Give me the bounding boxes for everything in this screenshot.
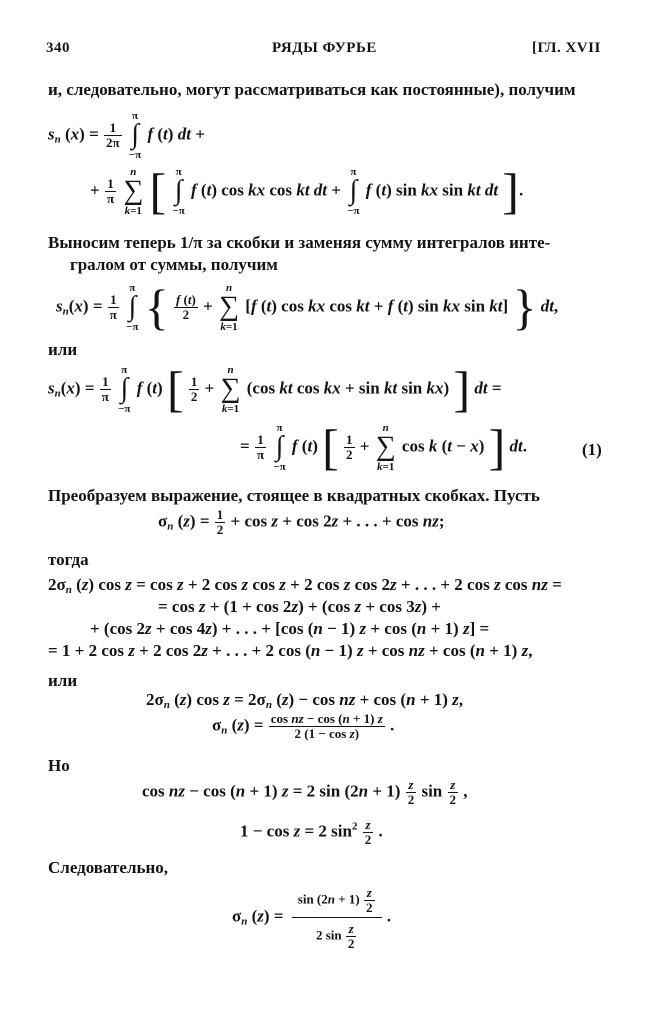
text-line-2: Выносим теперь 1/π за скобки и заменяя сумму интегралов инте- xyxy=(48,233,551,252)
equation-one-minus-cos: 1 − cos z = 2 $\sin^2$ $\frac{z}{2}$ . xyxy=(240,817,383,847)
equation-cos-diff: cos nz − cos (n + 1) z = 2 sin (2n + 1) $\frac{z}{2}$ sin $\frac{z}{2}$ , xyxy=(142,777,468,807)
equation-sn-cos-line2: = $\frac{1}{\pi}$ π ∫ −π f (t) [ $\frac{1}{2}$ + n ∑ k=1 cos k (t − x) ] dt. xyxy=(240,419,527,476)
text-ili-1: или xyxy=(48,340,78,359)
equation-chain-line1: $2\sigma_n$ (z) cos z = cos z + 2 cos z cos z + 2 cos z cos 2z + . . . + 2 cos z cos nz = xyxy=(48,575,562,596)
text-line-3: гралом от суммы, получим xyxy=(70,255,278,274)
equation-sigma-frac: $\sigma_n$ (z) = $\frac{\text{cos nz − cos (n + 1) z}}{\text{2 (1 − cos z)}}$ . xyxy=(212,711,395,741)
equation-sn-integral-sum: $s_n(x)$ = $\frac{1}{\pi}$ π ∫ −π { $\frac{f (t)}{2}$ + n ∑ k=1 [f (t) cos kx cos kt + f (t) sin kx sin kt] } dt, xyxy=(56,279,559,336)
text-sledovatelno: Следовательно, xyxy=(48,858,169,877)
equation-sn-part1: $s_n$ (x) = $\frac{1}{2\pi}$ π ∫ −π f (t) dt + xyxy=(48,110,205,161)
page-number: 340 xyxy=(46,40,70,56)
equation-chain-line3: + (cos 2z + cos 4z) + . . . + [cos (n − 1) z + cos (n + 1) z] = xyxy=(90,619,490,638)
equation-chain-line4: = 1 + 2 cos z + 2 cos 2z + . . . + 2 cos (n − 1) z + cos nz + cos (n + 1) z, xyxy=(48,641,533,660)
text-ili-2: или xyxy=(48,671,78,690)
running-title: РЯДЫ ФУРЬЕ xyxy=(272,40,377,56)
equation-number-1: (1) xyxy=(582,440,602,459)
text-line-1: и, следовательно, могут рассматриваться как постоянные), получим xyxy=(48,80,576,99)
equation-sigma-final: $\sigma_n$ (z) = sin (2n + 1) $\frac{z}{2}$ 2 sin $\frac{z}{2}$ . xyxy=(232,885,391,951)
equation-chain-line2: = cos z + (1 + cos 2z) + (cos z + cos 3z) + xyxy=(158,597,441,616)
equation-sigma-def: $\sigma_n$ (z) = $\frac{1}{2}$ + cos z + cos 2z + . . . + cos nz; xyxy=(158,507,445,537)
text-line-4: Преобразуем выражение, стоящее в квадратных скобках. Пусть xyxy=(48,486,540,505)
equation-sn-part2: + $\frac{1}{\pi}$ n ∑ k=1 [ π ∫ −π f (t) cos kx cos kt dt + π ∫ −π f (t) sin kx sin kt dt ]. xyxy=(90,163,524,220)
equation-2sigma: $2\sigma_n$ (z) $\cos z = 2\sigma_n$ (z) − cos nz + cos (n + 1) z, xyxy=(146,690,464,711)
text-togda: тогда xyxy=(48,550,89,569)
text-no: Но xyxy=(48,756,70,775)
chapter-label: [ГЛ. XVII xyxy=(532,40,601,56)
equation-sn-cos-line1: $s_n(x)$ = $\frac{1}{\pi}$ π ∫ −π f (t) [ $\frac{1}{2}$ + n ∑ k=1 (cos kt cos kx + sin kt sin kx) ] dt = xyxy=(48,361,502,418)
